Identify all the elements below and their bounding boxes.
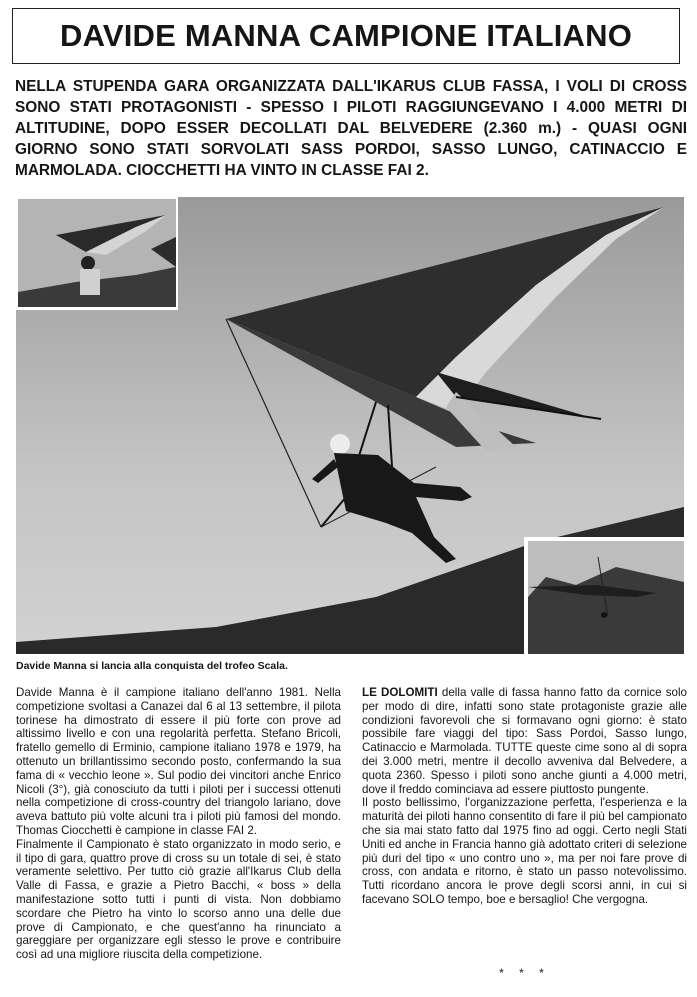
inset-photo-launch [16, 197, 178, 310]
left-paragraph-1: Davide Manna è il campione italiano dell'anno 1981. Nella competizione svoltasi a Canazei dal 6 al 13 settembre, il pilota torinese ha dimostrato di essere il più forte con prove ad altissimo livello e con una regolarità perfetta. Stefano Bricoli, fratello gemello di Erminio, campione italiano 1978 e 1979, ha ottenuto un brillantissimo secondo posto, confermando la sua fama di « vecchio leone ». Sul podio dei vincitori anche Enrico Nicoli (3°), già conosciuto da tutti i piloti per i successi ottenuti nella competizione di cross-country del triangolo lariano, dove aveva battuto più volte alcuni tra i piloti più famosi del mondo. Thomas Ciocchetti è campione in classe FAI 2. [16, 686, 341, 837]
right-paragraph-1 [362, 686, 687, 796]
right-lead-word: LE DOLOMITI [362, 686, 438, 699]
hang-glider-photo [16, 197, 684, 654]
article-lead: NELLA STUPENDA GARA ORGANIZZATA DALL'IKARUS CLUB FASSA, I VOLI DI CROSS SONO STATI PROTAGONISTI - SPESSO I PILOTI RAGGIUNGEVANO I 4.000 METRI DI ALTITUDINE, DOPO ESSER DECOLLATI DAL BELVEDERE (2.360 m.) - QUASI OGNI GIORNO SONO STATI SORVOLATI SASS PORDOI, SASSO LUNGO, CATINACCIO E MARMOLADA. CIOCCHETTI HA VINTO IN CLASSE FAI 2. [15, 78, 687, 179]
right-paragraph-1-text: della valle di fassa hanno fatto da cornice solo per modo di dire, infatti sono state protagoniste grazie alle condizioni favorevoli che si formavano ogni giorno: è stato possibile fare viaggi del tipo: Sass Pordoi, Sasso lungo, Catinaccio e Marmolada. TUTTE queste cime sono al di sopra dei 3.000 metri, mentre il decollo avveniva dal Belvedere, a quota 2360. Spesso i piloti sono anche giunti a 4.000 metri, dove il freddo cominciava ad essere piuttosto pungente. [362, 686, 687, 796]
end-mark: * * * [499, 966, 550, 980]
inset-photo-flight [524, 537, 684, 654]
right-paragraph-2: Il posto bellissimo, l'organizzazione perfetta, l'esperienza e la maturità dei piloti hanno consentito di fare il più bel campionato che sia mai stato fatto dal 1975 fino ad oggi. Certo negli Stati Uniti ed anche in Francia hanno già adottato criteri di selezione più duri del tipo « uno contro uno », ma per noi fare prove di cross, con andata e ritorno, è stato un passo notevolissimo. Tutti ricordano ancora le prove degli scorsi anni, in cui si facevano SOLO tempo, boe e bersaglio! Che vergogna. [362, 796, 687, 906]
article-title: DAVIDE MANNA CAMPIONE ITALIANO [59, 18, 633, 53]
left-column [16, 686, 341, 962]
left-paragraph-2: Finalmente il Campionato è stato organizzato in modo serio, e il tipo di gara, quattro prove di cross su un totale di sei, è stato veramente selettivo. Per tutto ciò grazie all'Ikarus Club della Valle di Fassa, e grazie a Pietro Bacchi, « boss » della manifestazione sotto tutti i punti di vista. Non dobbiamo scordare che Pietro ha vinto lo scorso anno una delle due prove di Campionato, e che quest'anno ha rinunciato a gareggiare per organizzare egli stesso le prove e contribuire così ad una migliore riuscita della competizione. [16, 837, 341, 962]
hang-glider-illustration [16, 197, 684, 654]
title-box [12, 8, 680, 64]
photo-caption: Davide Manna si lancia alla conquista del trofeo Scala. [16, 660, 288, 672]
right-column [362, 686, 687, 907]
